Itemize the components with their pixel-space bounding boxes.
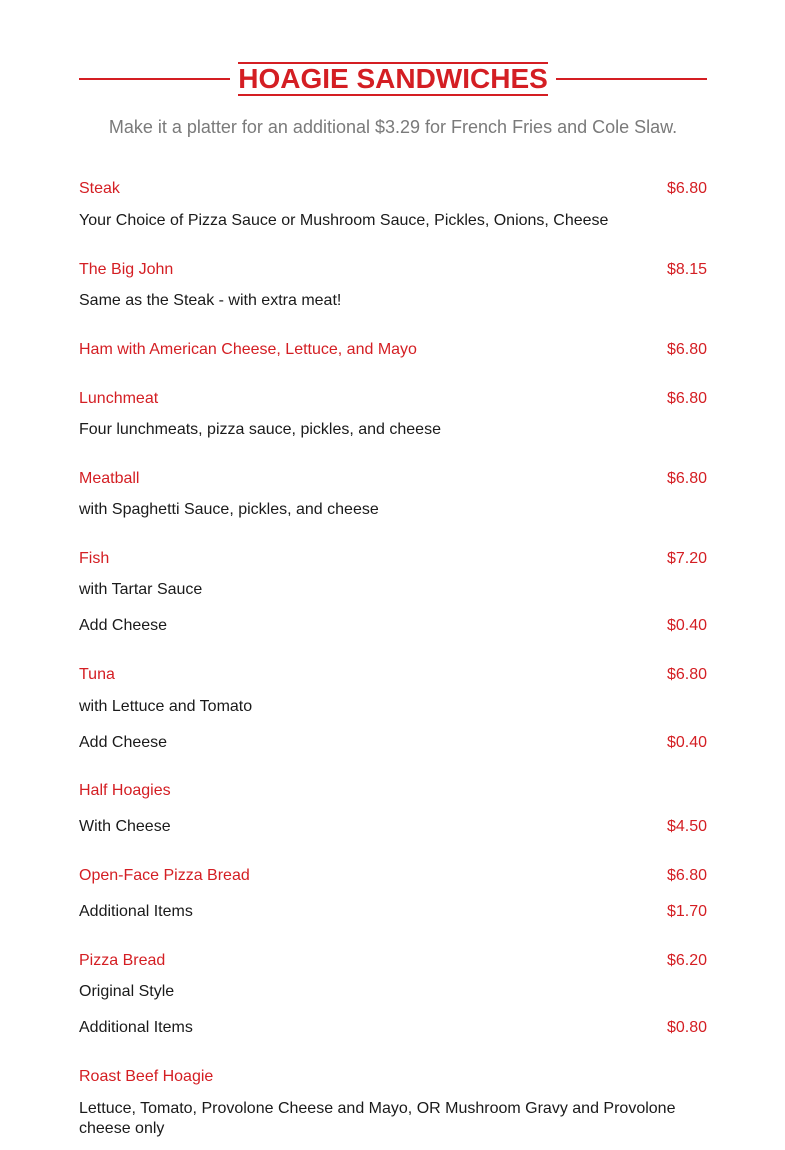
item-name: The Big John <box>79 261 174 278</box>
menu-item-half-hoagies <box>79 781 707 801</box>
item-name: Half Hoagies <box>79 782 171 799</box>
item-description: Same as the Steak - with extra meat! <box>79 292 342 309</box>
item-name: Steak <box>79 180 120 197</box>
addon-label: Add Cheese <box>79 734 168 751</box>
menu-item-fish <box>79 549 707 569</box>
addon-price: $4.50 <box>666 818 707 835</box>
item-description: Original Style <box>79 983 175 1000</box>
item-description: with Spaghetti Sauce, pickles, and cheese <box>79 501 379 518</box>
addon-price: $0.80 <box>666 1019 707 1036</box>
item-name: Lunchmeat <box>79 390 159 407</box>
header-rule-left <box>79 78 230 80</box>
item-description: Four lunchmeats, pizza sauce, pickles, and cheese <box>79 421 441 438</box>
item-price: $6.80 <box>666 341 707 358</box>
addon-label: Add Cheese <box>79 617 168 634</box>
menu-item-pizza-bread <box>79 951 707 971</box>
menu-item-steak <box>79 179 707 199</box>
menu-item-tuna <box>79 665 707 685</box>
item-name: Pizza Bread <box>79 952 166 969</box>
item-name: Meatball <box>79 470 140 487</box>
item-price: $7.20 <box>666 550 707 567</box>
menu-item-lunchmeat <box>79 389 707 409</box>
item-addon <box>79 733 707 753</box>
item-price: $6.80 <box>666 180 707 197</box>
item-addon <box>79 1018 707 1038</box>
item-name: Tuna <box>79 666 115 683</box>
item-price: $6.80 <box>666 867 707 884</box>
addon-label: With Cheese <box>79 818 171 835</box>
item-addon <box>79 616 707 636</box>
item-description: Lettuce, Tomato, Provolone Cheese and Mayo, OR Mushroom Gravy and Provolone cheese only <box>79 1100 676 1137</box>
item-price: $6.80 <box>666 666 707 683</box>
menu-item-big-john <box>79 260 707 280</box>
section-header <box>79 61 707 97</box>
header-rule-right <box>556 78 707 80</box>
item-price: $6.80 <box>666 470 707 487</box>
item-addon <box>79 902 707 922</box>
item-price: $8.15 <box>666 261 707 278</box>
addon-label: Additional Items <box>79 1019 193 1036</box>
item-name: Fish <box>79 550 110 567</box>
section-title: HOAGIE SANDWICHES <box>238 63 548 94</box>
menu-item-open-face-pizza-bread <box>79 866 707 886</box>
item-addon <box>79 817 707 837</box>
item-price: $6.20 <box>666 952 707 969</box>
item-price: $6.80 <box>666 390 707 407</box>
item-name: Roast Beef Hoagie <box>79 1068 214 1085</box>
section-subtitle: Make it a platter for an additional $3.29 for French Fries and Cole Slaw. <box>108 117 678 137</box>
item-name: Ham with American Cheese, Lettuce, and Mayo <box>79 341 417 358</box>
menu-item-roast-beef-hoagie <box>79 1067 707 1087</box>
item-description: with Lettuce and Tomato <box>79 698 253 715</box>
addon-price: $0.40 <box>666 734 707 751</box>
addon-price: $1.70 <box>666 903 707 920</box>
addon-price: $0.40 <box>666 617 707 634</box>
item-description: with Tartar Sauce <box>79 581 203 598</box>
menu-item-ham <box>79 340 707 360</box>
menu-item-meatball <box>79 469 707 489</box>
item-name: Open-Face Pizza Bread <box>79 867 250 884</box>
item-description: Your Choice of Pizza Sauce or Mushroom Sauce, Pickles, Onions, Cheese <box>79 212 609 229</box>
addon-label: Additional Items <box>79 903 193 920</box>
